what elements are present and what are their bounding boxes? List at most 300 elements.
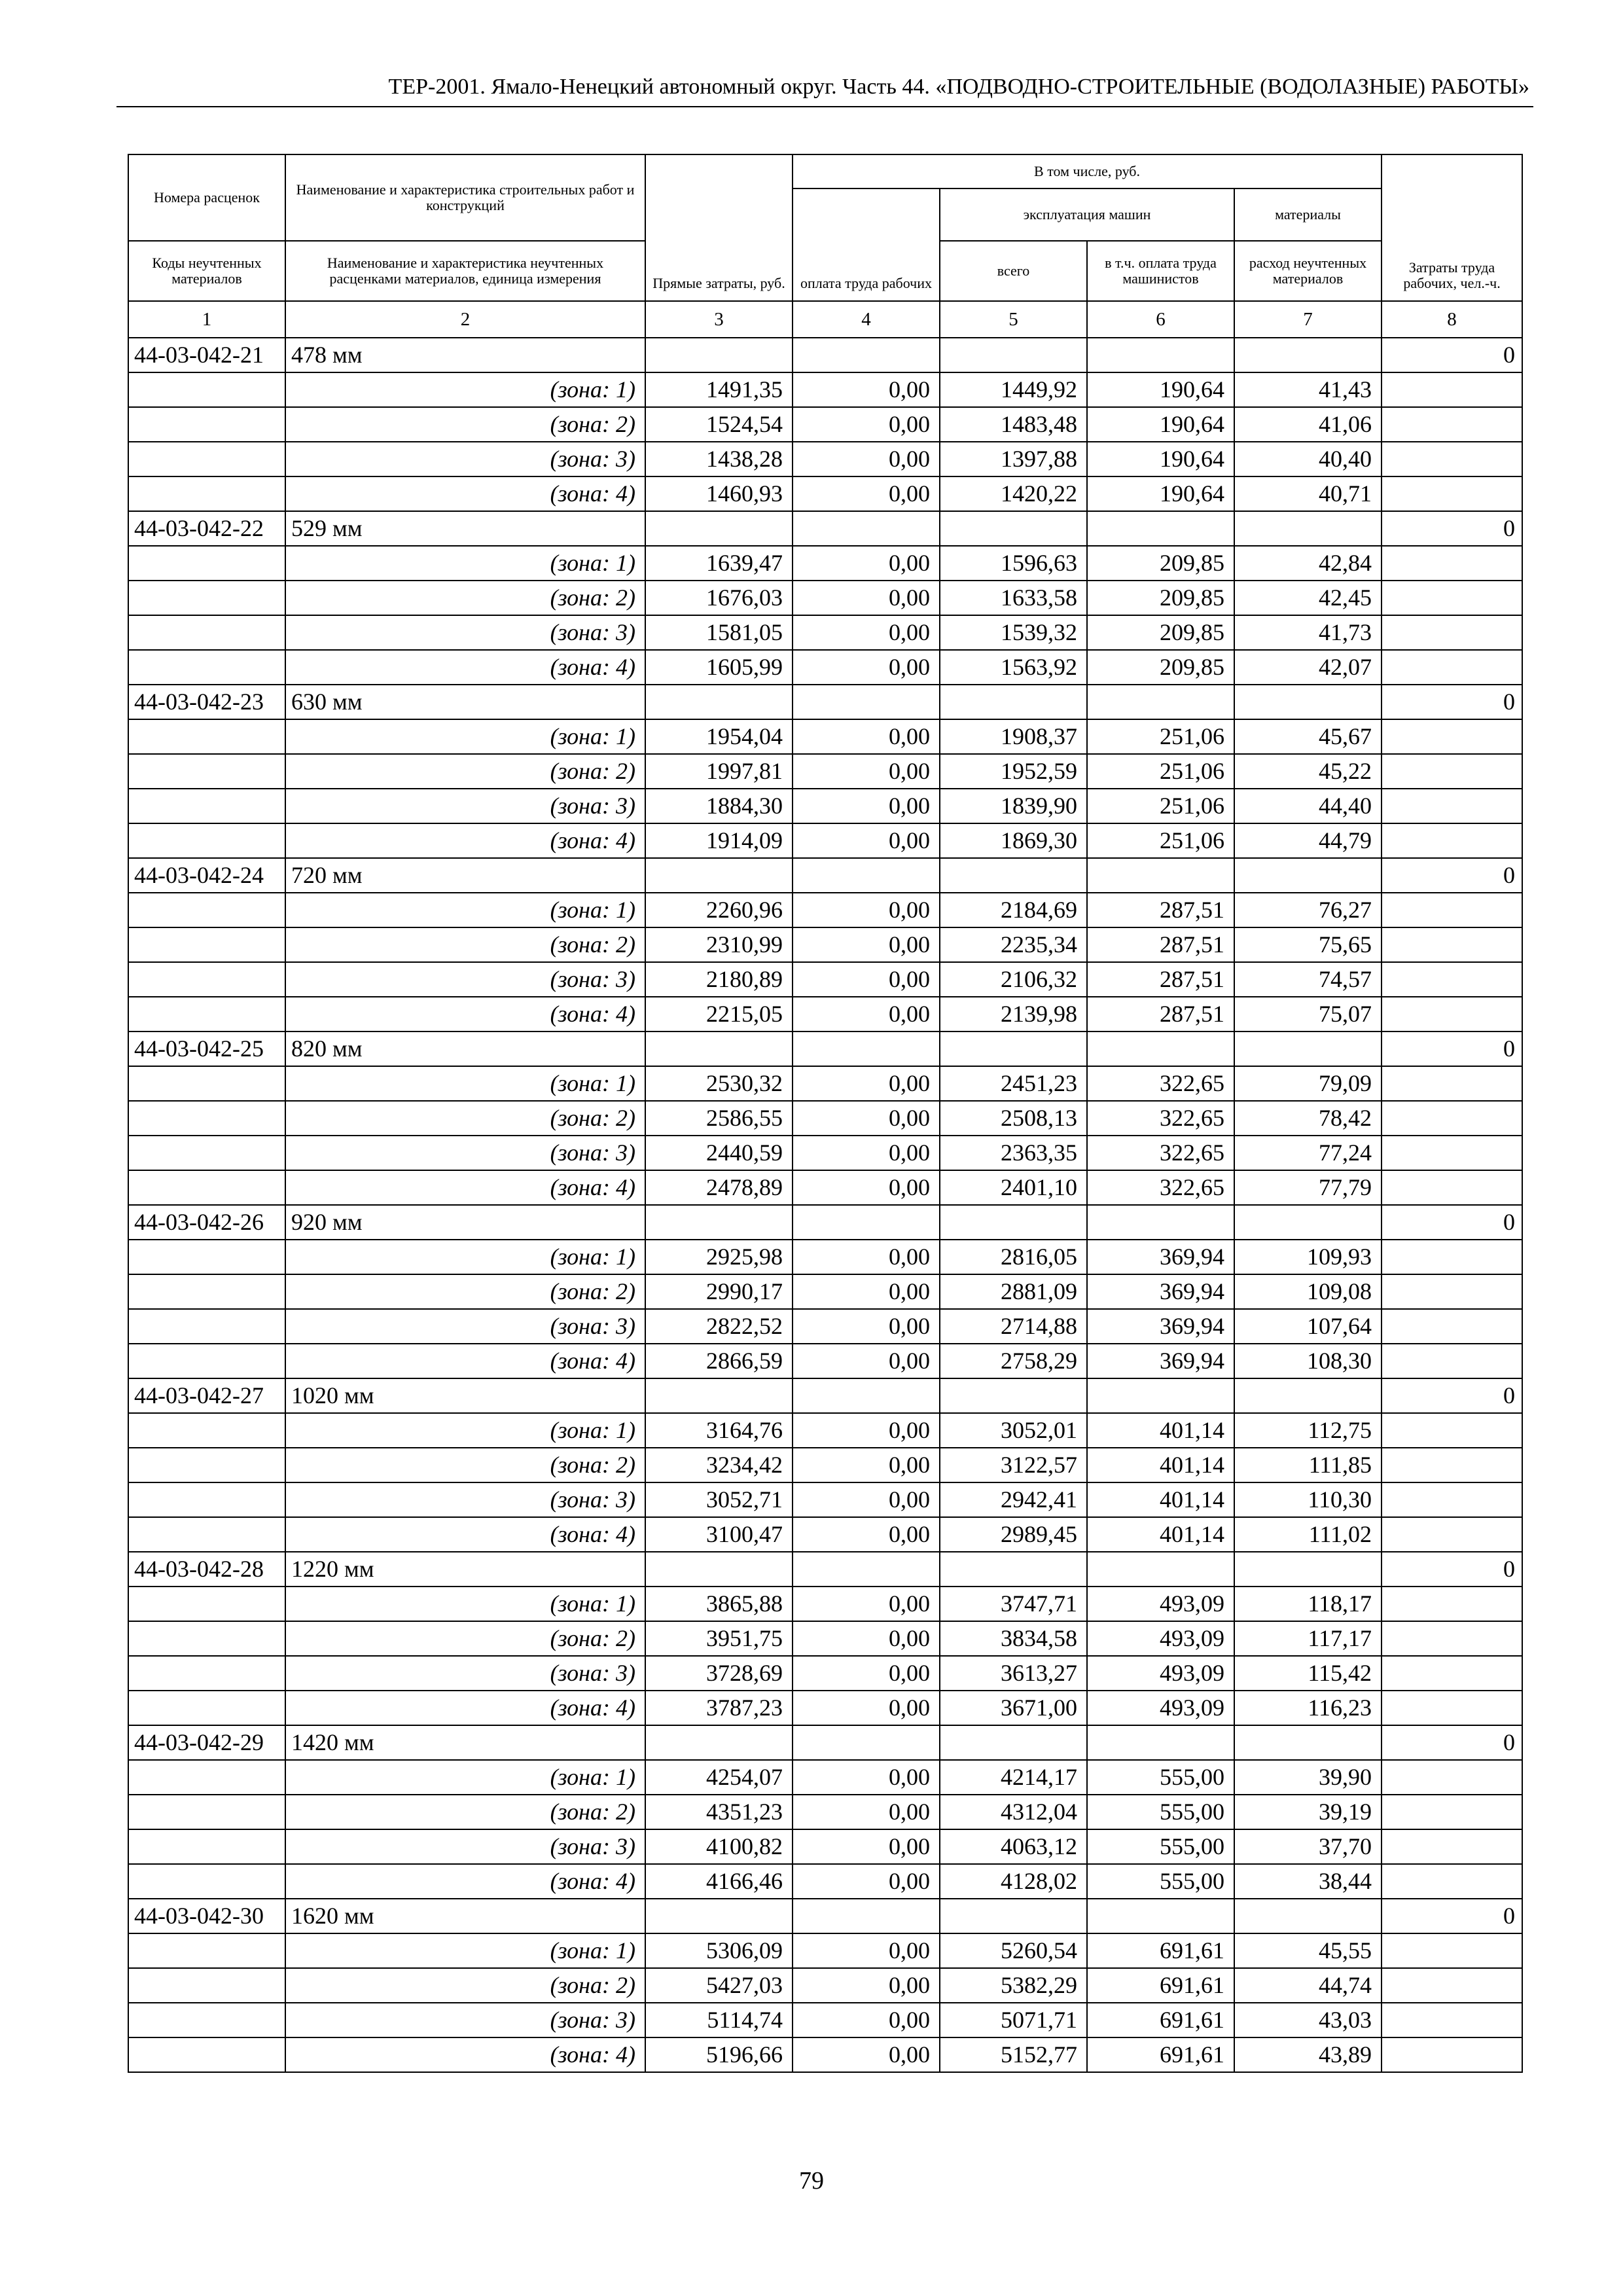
- machines-total: 1596,63: [940, 546, 1087, 581]
- worker-pay: 0,00: [793, 1864, 940, 1899]
- zone-label: (зона: 1): [285, 1587, 645, 1621]
- empty-cell: [128, 1517, 285, 1552]
- zone-label: (зона: 1): [285, 1760, 645, 1795]
- materials-cost: 111,02: [1234, 1517, 1382, 1552]
- empty-cell: [128, 476, 285, 511]
- driver-pay: 287,51: [1087, 997, 1234, 1031]
- machines-total: 5152,77: [940, 2037, 1087, 2072]
- zone-label: (зона: 1): [285, 1066, 645, 1101]
- empty-cell: [128, 2003, 285, 2037]
- machines-total: 1952,59: [940, 754, 1087, 789]
- worker-pay: 0,00: [793, 1587, 940, 1621]
- empty-cell: [128, 719, 285, 754]
- zone-row: [128, 476, 1522, 511]
- empty-cell: [128, 997, 285, 1031]
- worker-pay: 0,00: [793, 1274, 940, 1309]
- header-materials: материалы: [1234, 188, 1382, 241]
- zone-row: [128, 1691, 1522, 1725]
- zone-row: [128, 1482, 1522, 1517]
- driver-pay: 190,64: [1087, 407, 1234, 442]
- worker-pay: 0,00: [793, 581, 940, 615]
- driver-pay: 251,06: [1087, 789, 1234, 823]
- zone-row: [128, 615, 1522, 650]
- materials-cost: 42,84: [1234, 546, 1382, 581]
- direct-cost: 3951,75: [645, 1621, 793, 1656]
- rate-name: 1620 мм: [285, 1899, 645, 1933]
- zone-label: (зона: 2): [285, 1101, 645, 1136]
- zone-row: [128, 754, 1522, 789]
- worker-pay: 0,00: [793, 1621, 940, 1656]
- driver-pay: 401,14: [1087, 1482, 1234, 1517]
- zone-label: (зона: 4): [285, 997, 645, 1031]
- worker-pay: 0,00: [793, 407, 940, 442]
- driver-pay: 401,14: [1087, 1448, 1234, 1482]
- driver-pay: 287,51: [1087, 962, 1234, 997]
- worker-pay: 0,00: [793, 1309, 940, 1344]
- materials-cost: 109,93: [1234, 1240, 1382, 1274]
- direct-cost: 2260,96: [645, 893, 793, 927]
- materials-cost: 118,17: [1234, 1587, 1382, 1621]
- empty-cell: [128, 407, 285, 442]
- empty-cell: [128, 442, 285, 476]
- zone-row: [128, 546, 1522, 581]
- driver-pay: 190,64: [1087, 372, 1234, 407]
- empty-cell: [128, 546, 285, 581]
- driver-pay: 251,06: [1087, 754, 1234, 789]
- materials-cost: 112,75: [1234, 1413, 1382, 1448]
- empty-cell: [1382, 2003, 1522, 2037]
- column-number-row: [128, 301, 1522, 338]
- machines-total: 2714,88: [940, 1309, 1087, 1344]
- rate-row: [128, 1378, 1522, 1413]
- zone-label: (зона: 2): [285, 1968, 645, 2003]
- zone-label: (зона: 1): [285, 893, 645, 927]
- running-header-text: ТЕР-2001. Ямало-Ненецкий автономный округ. Часть 44. «ПОДВОДНО-СТРОИТЕЛЬНЫЕ (ВОДОЛАЗНЫЕ) РАБОТЫ»: [388, 75, 1529, 99]
- worker-pay: 0,00: [793, 1413, 940, 1448]
- materials-cost: 117,17: [1234, 1621, 1382, 1656]
- empty-cell: [940, 858, 1087, 893]
- zone-label: (зона: 4): [285, 2037, 645, 2072]
- empty-cell: [1382, 1621, 1522, 1656]
- zone-row: [128, 1101, 1522, 1136]
- zone-label: (зона: 2): [285, 754, 645, 789]
- empty-cell: [1382, 1482, 1522, 1517]
- worker-pay: 0,00: [793, 754, 940, 789]
- zone-row: [128, 1274, 1522, 1309]
- header-driver-pay: в т.ч. оплата труда машинистов: [1087, 241, 1234, 301]
- empty-cell: [793, 1899, 940, 1933]
- rate-row: [128, 338, 1522, 372]
- direct-cost: 1524,54: [645, 407, 793, 442]
- rate-name: 820 мм: [285, 1031, 645, 1066]
- empty-cell: [940, 685, 1087, 719]
- empty-cell: [1382, 1240, 1522, 1274]
- driver-pay: 691,61: [1087, 1933, 1234, 1968]
- header-including: В том числе, руб.: [793, 154, 1382, 188]
- empty-cell: [1382, 1101, 1522, 1136]
- empty-cell: [1087, 1899, 1234, 1933]
- rate-row: [128, 511, 1522, 546]
- machines-total: 5382,29: [940, 1968, 1087, 2003]
- worker-pay: 0,00: [793, 1795, 940, 1829]
- direct-cost: 1639,47: [645, 546, 793, 581]
- zone-label: (зона: 2): [285, 1274, 645, 1309]
- zone-row: [128, 1968, 1522, 2003]
- worker-pay: 0,00: [793, 1829, 940, 1864]
- zone-row: [128, 1795, 1522, 1829]
- direct-cost: 1581,05: [645, 615, 793, 650]
- zone-label: (зона: 1): [285, 546, 645, 581]
- zone-row: [128, 719, 1522, 754]
- machines-total: 2816,05: [940, 1240, 1087, 1274]
- empty-cell: [1382, 1587, 1522, 1621]
- driver-pay: 322,65: [1087, 1136, 1234, 1170]
- materials-cost: 42,45: [1234, 581, 1382, 615]
- materials-cost: 41,43: [1234, 372, 1382, 407]
- zone-row: [128, 1829, 1522, 1864]
- machines-total: 2184,69: [940, 893, 1087, 927]
- zone-label: (зона: 1): [285, 372, 645, 407]
- driver-pay: 555,00: [1087, 1829, 1234, 1864]
- empty-cell: [1382, 1066, 1522, 1101]
- zone-label: (зона: 3): [285, 1656, 645, 1691]
- zone-row: [128, 1621, 1522, 1656]
- zone-label: (зона: 3): [285, 1136, 645, 1170]
- header-rate-numbers: Номера расценок: [128, 154, 285, 241]
- worker-pay: 0,00: [793, 789, 940, 823]
- zone-label: (зона: 2): [285, 581, 645, 615]
- worker-pay: 0,00: [793, 2003, 940, 2037]
- materials-cost: 43,03: [1234, 2003, 1382, 2037]
- empty-cell: [645, 1205, 793, 1240]
- empty-cell: [128, 962, 285, 997]
- materials-cost: 74,57: [1234, 962, 1382, 997]
- zone-row: [128, 893, 1522, 927]
- rate-code: 44-03-042-30: [128, 1899, 285, 1933]
- labor-cost: 0: [1382, 1552, 1522, 1587]
- labor-cost: 0: [1382, 685, 1522, 719]
- machines-total: 2106,32: [940, 962, 1087, 997]
- direct-cost: 1460,93: [645, 476, 793, 511]
- materials-cost: 44,40: [1234, 789, 1382, 823]
- labor-cost: 0: [1382, 1899, 1522, 1933]
- machines-total: 3747,71: [940, 1587, 1087, 1621]
- direct-cost: 1491,35: [645, 372, 793, 407]
- worker-pay: 0,00: [793, 962, 940, 997]
- worker-pay: 0,00: [793, 2037, 940, 2072]
- zone-row: [128, 407, 1522, 442]
- machines-total: 2881,09: [940, 1274, 1087, 1309]
- empty-cell: [1382, 407, 1522, 442]
- column-number: 4: [793, 301, 940, 338]
- empty-cell: [1382, 927, 1522, 962]
- direct-cost: 1914,09: [645, 823, 793, 858]
- empty-cell: [1087, 1552, 1234, 1587]
- empty-cell: [1234, 338, 1382, 372]
- direct-cost: 2990,17: [645, 1274, 793, 1309]
- driver-pay: 493,09: [1087, 1621, 1234, 1656]
- materials-cost: 37,70: [1234, 1829, 1382, 1864]
- empty-cell: [1087, 1378, 1234, 1413]
- machines-total: 2401,10: [940, 1170, 1087, 1205]
- empty-cell: [1382, 1968, 1522, 2003]
- empty-cell: [1382, 615, 1522, 650]
- empty-cell: [128, 1621, 285, 1656]
- zone-row: [128, 372, 1522, 407]
- running-header: [116, 63, 1533, 107]
- materials-cost: 76,27: [1234, 893, 1382, 927]
- driver-pay: 209,85: [1087, 650, 1234, 685]
- materials-cost: 38,44: [1234, 1864, 1382, 1899]
- zone-label: (зона: 1): [285, 1413, 645, 1448]
- zone-row: [128, 1170, 1522, 1205]
- zone-label: (зона: 1): [285, 1933, 645, 1968]
- empty-cell: [128, 1170, 285, 1205]
- empty-cell: [1382, 789, 1522, 823]
- direct-cost: 2180,89: [645, 962, 793, 997]
- empty-cell: [128, 2037, 285, 2072]
- driver-pay: 369,94: [1087, 1309, 1234, 1344]
- empty-cell: [1382, 823, 1522, 858]
- empty-cell: [1234, 1552, 1382, 1587]
- empty-cell: [128, 1448, 285, 1482]
- empty-cell: [1087, 1031, 1234, 1066]
- empty-cell: [128, 1691, 285, 1725]
- empty-cell: [128, 1101, 285, 1136]
- rate-code: 44-03-042-27: [128, 1378, 285, 1413]
- rate-row: [128, 1205, 1522, 1240]
- direct-cost: 2586,55: [645, 1101, 793, 1136]
- rate-name: 478 мм: [285, 338, 645, 372]
- zone-label: (зона: 3): [285, 442, 645, 476]
- machines-total: 2235,34: [940, 927, 1087, 962]
- driver-pay: 493,09: [1087, 1587, 1234, 1621]
- driver-pay: 369,94: [1087, 1274, 1234, 1309]
- zone-row: [128, 1933, 1522, 1968]
- rate-code: 44-03-042-25: [128, 1031, 285, 1066]
- machines-total: 1839,90: [940, 789, 1087, 823]
- materials-cost: 109,08: [1234, 1274, 1382, 1309]
- zone-row: [128, 1864, 1522, 1899]
- rate-name: 1420 мм: [285, 1725, 645, 1760]
- empty-cell: [793, 858, 940, 893]
- empty-cell: [1382, 1829, 1522, 1864]
- zone-row: [128, 1344, 1522, 1378]
- machines-total: 2363,35: [940, 1136, 1087, 1170]
- zone-row: [128, 1760, 1522, 1795]
- zone-row: [128, 442, 1522, 476]
- empty-cell: [645, 1031, 793, 1066]
- direct-cost: 4254,07: [645, 1760, 793, 1795]
- machines-total: 4128,02: [940, 1864, 1087, 1899]
- zone-label: (зона: 1): [285, 1240, 645, 1274]
- materials-cost: 44,74: [1234, 1968, 1382, 2003]
- empty-cell: [1234, 1725, 1382, 1760]
- machines-total: 4063,12: [940, 1829, 1087, 1864]
- direct-cost: 3100,47: [645, 1517, 793, 1552]
- zone-row: [128, 1656, 1522, 1691]
- driver-pay: 251,06: [1087, 823, 1234, 858]
- rate-code: 44-03-042-29: [128, 1725, 285, 1760]
- direct-cost: 2310,99: [645, 927, 793, 962]
- worker-pay: 0,00: [793, 1136, 940, 1170]
- direct-cost: 2530,32: [645, 1066, 793, 1101]
- empty-cell: [128, 1829, 285, 1864]
- rate-name: 529 мм: [285, 511, 645, 546]
- zone-row: [128, 1136, 1522, 1170]
- worker-pay: 0,00: [793, 442, 940, 476]
- materials-cost: 79,09: [1234, 1066, 1382, 1101]
- rate-code: 44-03-042-22: [128, 511, 285, 546]
- rate-name: 1020 мм: [285, 1378, 645, 1413]
- empty-cell: [128, 1760, 285, 1795]
- column-number: 1: [128, 301, 285, 338]
- empty-cell: [940, 511, 1087, 546]
- header-machine-operation: эксплуатация машин: [940, 188, 1234, 241]
- direct-cost: 1884,30: [645, 789, 793, 823]
- empty-cell: [1382, 997, 1522, 1031]
- materials-cost: 45,67: [1234, 719, 1382, 754]
- empty-cell: [793, 685, 940, 719]
- header-work-name: Наименование и характеристика строительных работ и конструкций: [285, 154, 645, 241]
- zone-row: [128, 1066, 1522, 1101]
- column-number: 2: [285, 301, 645, 338]
- zone-label: (зона: 3): [285, 1309, 645, 1344]
- empty-cell: [1234, 1378, 1382, 1413]
- empty-cell: [1382, 1136, 1522, 1170]
- empty-cell: [128, 893, 285, 927]
- machines-total: 1563,92: [940, 650, 1087, 685]
- zone-label: (зона: 4): [285, 650, 645, 685]
- driver-pay: 691,61: [1087, 1968, 1234, 2003]
- machines-total: 4214,17: [940, 1760, 1087, 1795]
- rate-name: 720 мм: [285, 858, 645, 893]
- labor-cost: 0: [1382, 511, 1522, 546]
- zone-label: (зона: 2): [285, 1621, 645, 1656]
- zone-label: (зона: 3): [285, 1829, 645, 1864]
- empty-cell: [793, 1725, 940, 1760]
- empty-cell: [1382, 1691, 1522, 1725]
- column-number: 7: [1234, 301, 1382, 338]
- machines-total: 2942,41: [940, 1482, 1087, 1517]
- worker-pay: 0,00: [793, 476, 940, 511]
- empty-cell: [128, 1413, 285, 1448]
- materials-cost: 45,22: [1234, 754, 1382, 789]
- empty-cell: [793, 1378, 940, 1413]
- materials-cost: 108,30: [1234, 1344, 1382, 1378]
- header-material-names: Наименование и характеристика неучтенных расценками материалов, единица измерения: [285, 241, 645, 301]
- materials-cost: 75,65: [1234, 927, 1382, 962]
- labor-cost: 0: [1382, 1205, 1522, 1240]
- empty-cell: [128, 1344, 285, 1378]
- rate-name: 1220 мм: [285, 1552, 645, 1587]
- worker-pay: 0,00: [793, 1101, 940, 1136]
- empty-cell: [940, 1378, 1087, 1413]
- materials-cost: 39,90: [1234, 1760, 1382, 1795]
- materials-cost: 41,73: [1234, 615, 1382, 650]
- materials-cost: 41,06: [1234, 407, 1382, 442]
- empty-cell: [645, 1725, 793, 1760]
- machines-total: 3834,58: [940, 1621, 1087, 1656]
- materials-cost: 45,55: [1234, 1933, 1382, 1968]
- empty-cell: [1382, 1933, 1522, 1968]
- worker-pay: 0,00: [793, 1968, 940, 2003]
- zone-label: (зона: 2): [285, 927, 645, 962]
- rate-row: [128, 1552, 1522, 1587]
- labor-cost: 0: [1382, 1378, 1522, 1413]
- column-number: 6: [1087, 301, 1234, 338]
- machines-total: 1869,30: [940, 823, 1087, 858]
- column-number: 5: [940, 301, 1087, 338]
- empty-cell: [128, 823, 285, 858]
- machines-total: 2758,29: [940, 1344, 1087, 1378]
- machines-total: 1449,92: [940, 372, 1087, 407]
- zone-label: (зона: 3): [285, 615, 645, 650]
- empty-cell: [645, 858, 793, 893]
- rate-code: 44-03-042-24: [128, 858, 285, 893]
- materials-cost: 77,24: [1234, 1136, 1382, 1170]
- worker-pay: 0,00: [793, 1517, 940, 1552]
- zone-row: [128, 1309, 1522, 1344]
- worker-pay: 0,00: [793, 1691, 940, 1725]
- empty-cell: [1087, 511, 1234, 546]
- empty-cell: [128, 372, 285, 407]
- driver-pay: 555,00: [1087, 1864, 1234, 1899]
- empty-cell: [1382, 581, 1522, 615]
- empty-cell: [645, 1899, 793, 1933]
- worker-pay: 0,00: [793, 1656, 940, 1691]
- empty-cell: [1382, 1448, 1522, 1482]
- machines-total: 4312,04: [940, 1795, 1087, 1829]
- machines-total: 2139,98: [940, 997, 1087, 1031]
- empty-cell: [1382, 893, 1522, 927]
- zone-row: [128, 1448, 1522, 1482]
- empty-cell: [793, 1031, 940, 1066]
- direct-cost: 3164,76: [645, 1413, 793, 1448]
- direct-cost: 1676,03: [645, 581, 793, 615]
- empty-cell: [645, 685, 793, 719]
- empty-cell: [128, 789, 285, 823]
- direct-cost: 3865,88: [645, 1587, 793, 1621]
- worker-pay: 0,00: [793, 1448, 940, 1482]
- direct-cost: 3052,71: [645, 1482, 793, 1517]
- zone-row: [128, 2037, 1522, 2072]
- zone-label: (зона: 4): [285, 476, 645, 511]
- materials-cost: 39,19: [1234, 1795, 1382, 1829]
- rate-code: 44-03-042-28: [128, 1552, 285, 1587]
- column-number: 8: [1382, 301, 1522, 338]
- zone-row: [128, 2003, 1522, 2037]
- empty-cell: [1234, 685, 1382, 719]
- empty-cell: [128, 1587, 285, 1621]
- empty-cell: [1382, 372, 1522, 407]
- rate-code: 44-03-042-21: [128, 338, 285, 372]
- zone-label: (зона: 2): [285, 1795, 645, 1829]
- worker-pay: 0,00: [793, 372, 940, 407]
- worker-pay: 0,00: [793, 1066, 940, 1101]
- page-number: 79: [799, 2167, 824, 2195]
- header-material-codes: Коды неучтенных материалов: [128, 241, 285, 301]
- empty-cell: [128, 1274, 285, 1309]
- materials-cost: 116,23: [1234, 1691, 1382, 1725]
- driver-pay: 322,65: [1087, 1170, 1234, 1205]
- machines-total: 3671,00: [940, 1691, 1087, 1725]
- machines-total: 1420,22: [940, 476, 1087, 511]
- empty-cell: [1382, 1274, 1522, 1309]
- driver-pay: 209,85: [1087, 581, 1234, 615]
- direct-cost: 2925,98: [645, 1240, 793, 1274]
- machines-total: 2508,13: [940, 1101, 1087, 1136]
